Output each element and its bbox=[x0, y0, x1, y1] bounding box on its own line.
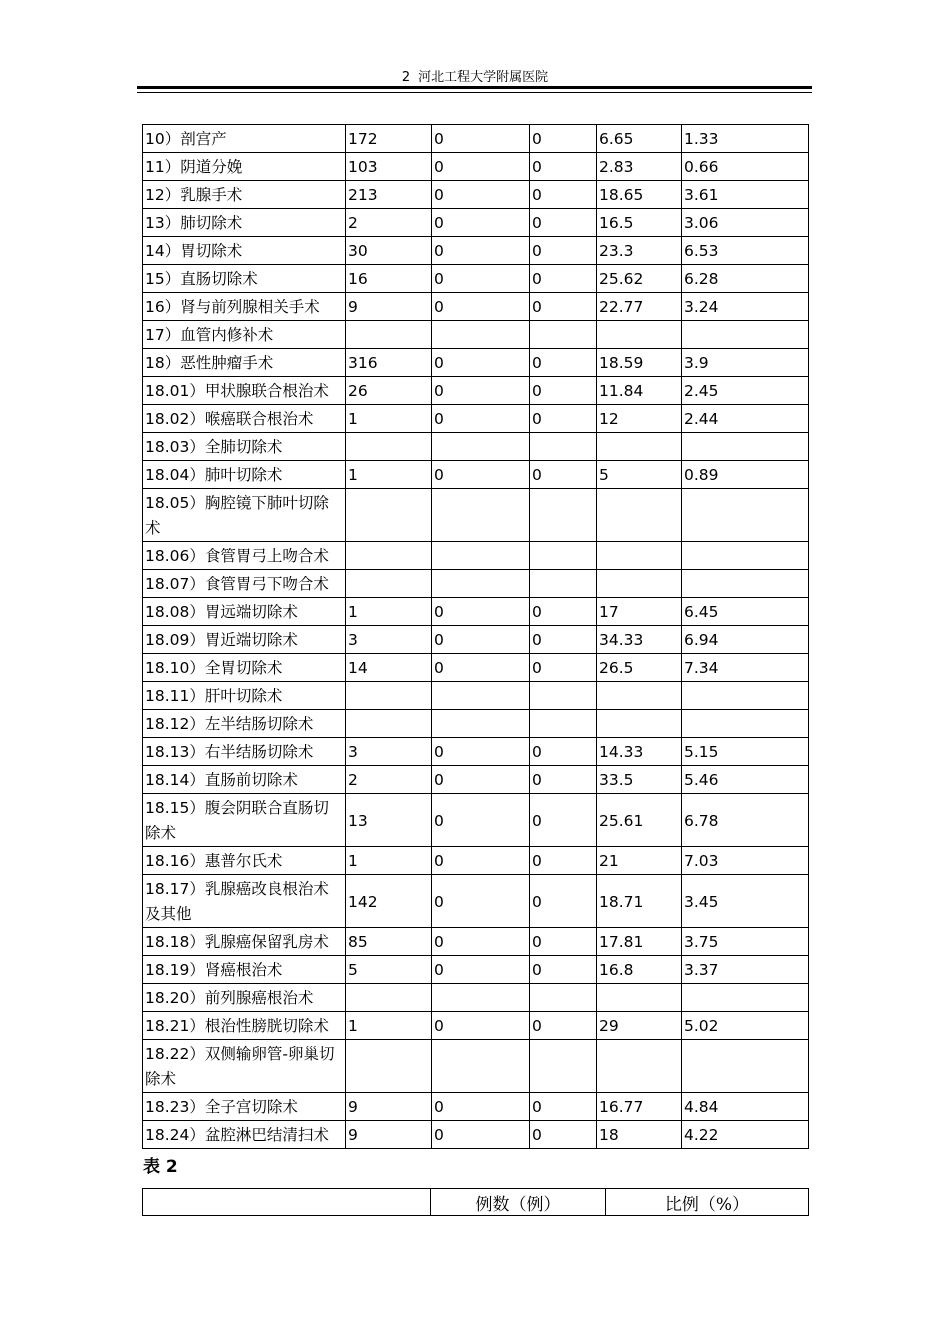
case-count-cell bbox=[346, 710, 432, 738]
col-3-value-cell: 0 bbox=[432, 1121, 530, 1149]
col-4-value-cell: 0 bbox=[530, 738, 597, 766]
col-3-value-cell: 0 bbox=[432, 349, 530, 377]
col-4-value-cell: 0 bbox=[530, 654, 597, 682]
col-5-value-cell bbox=[597, 433, 682, 461]
col-4-value-cell bbox=[530, 542, 597, 570]
procedure-name-cell: 18.20）前列腺癌根治术 bbox=[143, 984, 346, 1012]
case-count-cell: 30 bbox=[346, 237, 432, 265]
col-6-value-cell: 6.78 bbox=[682, 794, 809, 847]
col-4-value-cell: 0 bbox=[530, 377, 597, 405]
col-6-value-cell: 3.37 bbox=[682, 956, 809, 984]
col-5-value-cell: 25.62 bbox=[597, 265, 682, 293]
col-6-value-cell: 0.66 bbox=[682, 153, 809, 181]
col-5-value-cell: 17.81 bbox=[597, 928, 682, 956]
procedure-name-cell: 18）恶性肿瘤手术 bbox=[143, 349, 346, 377]
col-5-value-cell: 14.33 bbox=[597, 738, 682, 766]
procedure-name-cell: 10）剖宫产 bbox=[143, 125, 346, 153]
table-row bbox=[143, 377, 809, 405]
col-6-value-cell: 7.34 bbox=[682, 654, 809, 682]
col-6-value-cell bbox=[682, 1040, 809, 1093]
procedure-name-cell: 18.18）乳腺癌保留乳房术 bbox=[143, 928, 346, 956]
procedure-name-cell: 18.19）肾癌根治术 bbox=[143, 956, 346, 984]
col-3-value-cell: 0 bbox=[432, 875, 530, 928]
table-row bbox=[143, 847, 809, 875]
page-header bbox=[0, 66, 950, 85]
col-6-value-cell: 3.24 bbox=[682, 293, 809, 321]
procedure-name-cell: 18.01）甲状腺联合根治术 bbox=[143, 377, 346, 405]
col-6-value-cell bbox=[682, 984, 809, 1012]
table-row bbox=[143, 153, 809, 181]
case-count-cell: 5 bbox=[346, 956, 432, 984]
table-row bbox=[143, 1093, 809, 1121]
table-row bbox=[143, 766, 809, 794]
table-row bbox=[143, 293, 809, 321]
case-count-cell bbox=[346, 321, 432, 349]
col-3-value-cell bbox=[432, 489, 530, 542]
table-row bbox=[143, 405, 809, 433]
col-5-value-cell: 25.61 bbox=[597, 794, 682, 847]
col-3-value-cell bbox=[432, 1040, 530, 1093]
case-count-cell: 9 bbox=[346, 1093, 432, 1121]
surgery-stats-table bbox=[142, 124, 809, 1149]
col-4-value-cell: 0 bbox=[530, 1012, 597, 1040]
col-6-value-cell: 6.53 bbox=[682, 237, 809, 265]
col-6-value-cell bbox=[682, 542, 809, 570]
procedure-name-cell: 18.23）全子宫切除术 bbox=[143, 1093, 346, 1121]
case-count-cell: 1 bbox=[346, 461, 432, 489]
col-5-value-cell: 16.5 bbox=[597, 209, 682, 237]
col-4-value-cell bbox=[530, 710, 597, 738]
col-3-value-cell: 0 bbox=[432, 1012, 530, 1040]
procedure-name-cell: 11）阴道分娩 bbox=[143, 153, 346, 181]
procedure-name-cell: 13）肺切除术 bbox=[143, 209, 346, 237]
procedure-name-cell: 18.03）全肺切除术 bbox=[143, 433, 346, 461]
procedure-name-cell: 18.10）全胃切除术 bbox=[143, 654, 346, 682]
col-4-value-cell: 0 bbox=[530, 181, 597, 209]
col-5-value-cell: 2.83 bbox=[597, 153, 682, 181]
table-row bbox=[143, 125, 809, 153]
col-4-value-cell bbox=[530, 433, 597, 461]
col-5-value-cell: 16.77 bbox=[597, 1093, 682, 1121]
table2-header-empty bbox=[143, 1189, 431, 1216]
col-4-value-cell: 0 bbox=[530, 956, 597, 984]
case-count-cell: 3 bbox=[346, 738, 432, 766]
col-4-value-cell: 0 bbox=[530, 237, 597, 265]
col-4-value-cell bbox=[530, 570, 597, 598]
col-3-value-cell: 0 bbox=[432, 956, 530, 984]
procedure-name-cell: 18.06）食管胃弓上吻合术 bbox=[143, 542, 346, 570]
col-6-value-cell bbox=[682, 489, 809, 542]
header-rule-thick bbox=[137, 86, 812, 89]
col-6-value-cell: 3.06 bbox=[682, 209, 809, 237]
col-4-value-cell: 0 bbox=[530, 598, 597, 626]
procedure-name-cell: 18.15）腹会阴联合直肠切除术 bbox=[143, 794, 346, 847]
col-6-value-cell: 4.22 bbox=[682, 1121, 809, 1149]
procedure-name-cell: 18.12）左半结肠切除术 bbox=[143, 710, 346, 738]
col-5-value-cell: 12 bbox=[597, 405, 682, 433]
procedure-name-cell: 18.08）胃远端切除术 bbox=[143, 598, 346, 626]
case-count-cell: 213 bbox=[346, 181, 432, 209]
case-count-cell: 1 bbox=[346, 405, 432, 433]
col-6-value-cell bbox=[682, 682, 809, 710]
col-4-value-cell bbox=[530, 1040, 597, 1093]
col-6-value-cell: 7.03 bbox=[682, 847, 809, 875]
col-5-value-cell: 23.3 bbox=[597, 237, 682, 265]
col-6-value-cell: 4.84 bbox=[682, 1093, 809, 1121]
col-3-value-cell bbox=[432, 542, 530, 570]
table-row bbox=[143, 598, 809, 626]
table-row bbox=[143, 181, 809, 209]
col-3-value-cell: 0 bbox=[432, 461, 530, 489]
procedure-name-cell: 15）直肠切除术 bbox=[143, 265, 346, 293]
table2-header-row bbox=[143, 1189, 809, 1216]
col-3-value-cell bbox=[432, 710, 530, 738]
col-4-value-cell: 0 bbox=[530, 293, 597, 321]
col-4-value-cell bbox=[530, 682, 597, 710]
col-5-value-cell bbox=[597, 682, 682, 710]
table-row bbox=[143, 489, 809, 542]
col-4-value-cell: 0 bbox=[530, 153, 597, 181]
col-6-value-cell: 2.44 bbox=[682, 405, 809, 433]
col-6-value-cell: 5.02 bbox=[682, 1012, 809, 1040]
case-count-cell: 85 bbox=[346, 928, 432, 956]
col-3-value-cell: 0 bbox=[432, 794, 530, 847]
col-5-value-cell: 11.84 bbox=[597, 377, 682, 405]
procedure-name-cell: 12）乳腺手术 bbox=[143, 181, 346, 209]
procedure-name-cell: 18.13）右半结肠切除术 bbox=[143, 738, 346, 766]
table-row bbox=[143, 956, 809, 984]
table-row bbox=[143, 433, 809, 461]
col-5-value-cell bbox=[597, 570, 682, 598]
col-6-value-cell: 5.46 bbox=[682, 766, 809, 794]
col-6-value-cell: 3.45 bbox=[682, 875, 809, 928]
case-count-cell bbox=[346, 542, 432, 570]
table-row bbox=[143, 875, 809, 928]
table-row bbox=[143, 349, 809, 377]
col-4-value-cell: 0 bbox=[530, 349, 597, 377]
col-5-value-cell bbox=[597, 542, 682, 570]
col-3-value-cell: 0 bbox=[432, 153, 530, 181]
procedure-name-cell: 18.07）食管胃弓下吻合术 bbox=[143, 570, 346, 598]
page-number: 2 bbox=[401, 70, 411, 85]
table-row bbox=[143, 626, 809, 654]
col-4-value-cell: 0 bbox=[530, 265, 597, 293]
col-6-value-cell bbox=[682, 433, 809, 461]
table-row bbox=[143, 209, 809, 237]
col-3-value-cell: 0 bbox=[432, 928, 530, 956]
table-row bbox=[143, 794, 809, 847]
table-row bbox=[143, 984, 809, 1012]
case-count-cell: 1 bbox=[346, 847, 432, 875]
table-row bbox=[143, 1040, 809, 1093]
procedure-name-cell: 18.04）肺叶切除术 bbox=[143, 461, 346, 489]
col-3-value-cell bbox=[432, 984, 530, 1012]
col-3-value-cell bbox=[432, 321, 530, 349]
table2-label: 表 2 bbox=[143, 1157, 178, 1177]
procedure-name-cell: 18.22）双侧输卵管-卵巢切除术 bbox=[143, 1040, 346, 1093]
table-row bbox=[143, 542, 809, 570]
case-count-cell: 14 bbox=[346, 654, 432, 682]
table-row bbox=[143, 461, 809, 489]
procedure-name-cell: 18.11）肝叶切除术 bbox=[143, 682, 346, 710]
case-count-cell: 142 bbox=[346, 875, 432, 928]
case-count-cell: 2 bbox=[346, 766, 432, 794]
col-5-value-cell bbox=[597, 984, 682, 1012]
col-3-value-cell: 0 bbox=[432, 209, 530, 237]
case-count-cell: 103 bbox=[346, 153, 432, 181]
col-5-value-cell: 18.71 bbox=[597, 875, 682, 928]
col-4-value-cell: 0 bbox=[530, 847, 597, 875]
col-5-value-cell bbox=[597, 710, 682, 738]
table-row bbox=[143, 570, 809, 598]
col-5-value-cell: 26.5 bbox=[597, 654, 682, 682]
col-3-value-cell bbox=[432, 682, 530, 710]
case-count-cell: 26 bbox=[346, 377, 432, 405]
col-3-value-cell: 0 bbox=[432, 237, 530, 265]
col-6-value-cell: 0.89 bbox=[682, 461, 809, 489]
col-5-value-cell: 18.65 bbox=[597, 181, 682, 209]
case-count-cell: 9 bbox=[346, 293, 432, 321]
col-6-value-cell: 6.45 bbox=[682, 598, 809, 626]
table2-header-cases: 例数（例） bbox=[431, 1189, 606, 1216]
col-6-value-cell bbox=[682, 321, 809, 349]
col-6-value-cell: 6.94 bbox=[682, 626, 809, 654]
col-3-value-cell bbox=[432, 570, 530, 598]
col-4-value-cell: 0 bbox=[530, 766, 597, 794]
table-row bbox=[143, 265, 809, 293]
col-6-value-cell bbox=[682, 710, 809, 738]
col-4-value-cell: 0 bbox=[530, 928, 597, 956]
col-5-value-cell: 18.59 bbox=[597, 349, 682, 377]
col-3-value-cell: 0 bbox=[432, 181, 530, 209]
col-3-value-cell: 0 bbox=[432, 1093, 530, 1121]
table-row bbox=[143, 928, 809, 956]
table2-header-ratio: 比例（%） bbox=[606, 1189, 809, 1216]
col-5-value-cell bbox=[597, 321, 682, 349]
table-row bbox=[143, 1121, 809, 1149]
col-3-value-cell: 0 bbox=[432, 738, 530, 766]
col-5-value-cell bbox=[597, 489, 682, 542]
col-5-value-cell: 17 bbox=[597, 598, 682, 626]
col-4-value-cell bbox=[530, 984, 597, 1012]
case-count-cell bbox=[346, 1040, 432, 1093]
procedure-name-cell: 18.05）胸腔镜下肺叶切除术 bbox=[143, 489, 346, 542]
case-count-cell: 1 bbox=[346, 1012, 432, 1040]
col-3-value-cell: 0 bbox=[432, 766, 530, 794]
case-count-cell: 172 bbox=[346, 125, 432, 153]
procedure-name-cell: 18.24）盆腔淋巴结清扫术 bbox=[143, 1121, 346, 1149]
table-row bbox=[143, 321, 809, 349]
case-count-cell: 316 bbox=[346, 349, 432, 377]
col-4-value-cell: 0 bbox=[530, 461, 597, 489]
col-5-value-cell: 21 bbox=[597, 847, 682, 875]
col-5-value-cell bbox=[597, 1040, 682, 1093]
col-5-value-cell: 18 bbox=[597, 1121, 682, 1149]
table-row bbox=[143, 1012, 809, 1040]
col-5-value-cell: 29 bbox=[597, 1012, 682, 1040]
procedure-name-cell: 18.09）胃近端切除术 bbox=[143, 626, 346, 654]
table-row bbox=[143, 237, 809, 265]
procedure-name-cell: 18.16）惠普尔氏术 bbox=[143, 847, 346, 875]
col-6-value-cell: 6.28 bbox=[682, 265, 809, 293]
table-row bbox=[143, 682, 809, 710]
col-4-value-cell: 0 bbox=[530, 209, 597, 237]
procedure-name-cell: 18.02）喉癌联合根治术 bbox=[143, 405, 346, 433]
case-count-cell: 2 bbox=[346, 209, 432, 237]
col-5-value-cell: 33.5 bbox=[597, 766, 682, 794]
col-3-value-cell: 0 bbox=[432, 293, 530, 321]
col-4-value-cell: 0 bbox=[530, 125, 597, 153]
col-5-value-cell: 6.65 bbox=[597, 125, 682, 153]
case-count-cell bbox=[346, 433, 432, 461]
procedure-name-cell: 14）胃切除术 bbox=[143, 237, 346, 265]
col-3-value-cell: 0 bbox=[432, 265, 530, 293]
col-6-value-cell: 3.61 bbox=[682, 181, 809, 209]
col-4-value-cell: 0 bbox=[530, 405, 597, 433]
table-row bbox=[143, 710, 809, 738]
procedure-name-cell: 17）血管内修补术 bbox=[143, 321, 346, 349]
col-6-value-cell: 2.45 bbox=[682, 377, 809, 405]
col-6-value-cell: 5.15 bbox=[682, 738, 809, 766]
table-row bbox=[143, 738, 809, 766]
col-3-value-cell bbox=[432, 433, 530, 461]
col-6-value-cell: 3.9 bbox=[682, 349, 809, 377]
case-count-cell bbox=[346, 489, 432, 542]
col-3-value-cell: 0 bbox=[432, 626, 530, 654]
col-3-value-cell: 0 bbox=[432, 847, 530, 875]
procedure-name-cell: 16）肾与前列腺相关手术 bbox=[143, 293, 346, 321]
col-6-value-cell: 3.75 bbox=[682, 928, 809, 956]
col-3-value-cell: 0 bbox=[432, 377, 530, 405]
case-count-cell: 9 bbox=[346, 1121, 432, 1149]
col-3-value-cell: 0 bbox=[432, 125, 530, 153]
col-4-value-cell bbox=[530, 321, 597, 349]
procedure-name-cell: 18.21）根治性膀胱切除术 bbox=[143, 1012, 346, 1040]
col-5-value-cell: 5 bbox=[597, 461, 682, 489]
case-count-cell: 1 bbox=[346, 598, 432, 626]
procedure-name-cell: 18.14）直肠前切除术 bbox=[143, 766, 346, 794]
header-rule-thin bbox=[137, 92, 812, 93]
col-5-value-cell: 16.8 bbox=[597, 956, 682, 984]
col-4-value-cell: 0 bbox=[530, 794, 597, 847]
col-6-value-cell: 1.33 bbox=[682, 125, 809, 153]
col-3-value-cell: 0 bbox=[432, 654, 530, 682]
col-4-value-cell: 0 bbox=[530, 875, 597, 928]
procedure-name-cell: 18.17）乳腺癌改良根治术及其他 bbox=[143, 875, 346, 928]
col-3-value-cell: 0 bbox=[432, 405, 530, 433]
col-5-value-cell: 22.77 bbox=[597, 293, 682, 321]
col-5-value-cell: 34.33 bbox=[597, 626, 682, 654]
col-4-value-cell: 0 bbox=[530, 626, 597, 654]
col-4-value-cell bbox=[530, 489, 597, 542]
case-count-cell: 13 bbox=[346, 794, 432, 847]
case-count-cell: 3 bbox=[346, 626, 432, 654]
table-row bbox=[143, 654, 809, 682]
case-count-cell bbox=[346, 984, 432, 1012]
col-6-value-cell bbox=[682, 570, 809, 598]
case-count-cell bbox=[346, 682, 432, 710]
table-2 bbox=[142, 1188, 809, 1216]
col-3-value-cell: 0 bbox=[432, 598, 530, 626]
col-4-value-cell: 0 bbox=[530, 1093, 597, 1121]
case-count-cell bbox=[346, 570, 432, 598]
case-count-cell: 16 bbox=[346, 265, 432, 293]
col-4-value-cell: 0 bbox=[530, 1121, 597, 1149]
hospital-name: 河北工程大学附属医院 bbox=[418, 70, 549, 85]
